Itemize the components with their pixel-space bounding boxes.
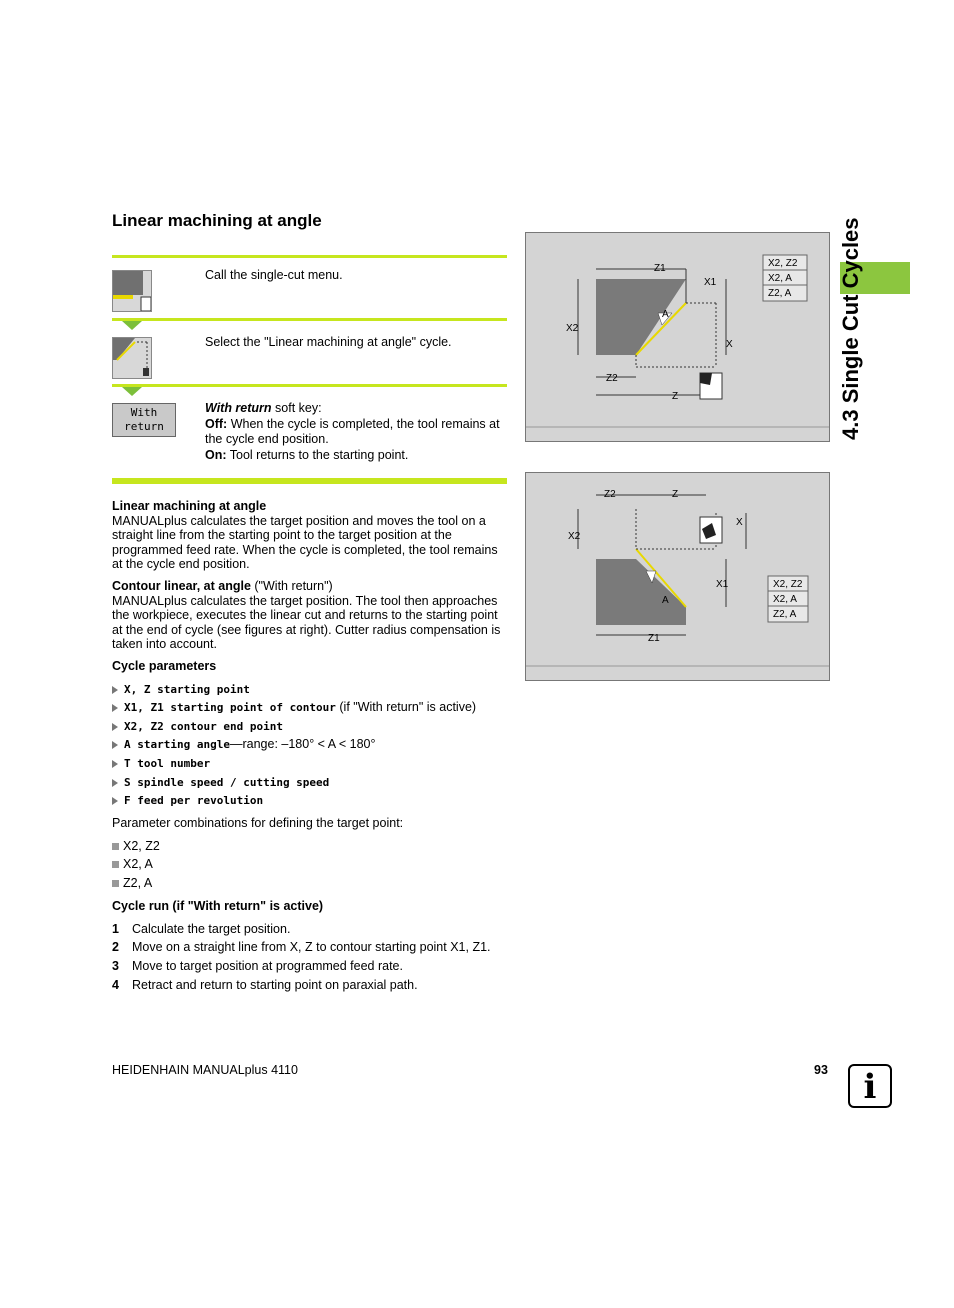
bullet-square-icon [112,861,119,868]
paragraph [112,579,508,652]
with-return-softkey[interactable] [112,403,176,437]
label-a: A [662,309,669,320]
cycle-run-title: Cycle run (if "With return" is active) [112,899,324,913]
on-label: On: [205,447,227,462]
step-text: Move to target position at programmed feed rate. [132,959,403,973]
divider [112,318,507,321]
paragraph-text: MANUALplus calculates the target position and moves the tool on a straight line from the starting point to the target position at the programmed feed rate. When the cycle is completed, the tool remains at the cycle end position. [112,513,498,572]
legend-item: Z2, A [773,609,797,620]
step-number: 3 [112,959,119,973]
step-text: Select the "Linear machining at angle" cycle. [205,335,452,349]
paragraph-title: Contour linear, at angle [112,579,251,593]
param-item [112,719,283,734]
paragraph-title-suffix: ("With return") [250,579,333,593]
step-text: Call the single-cut menu. [205,268,343,282]
step-text: Retract and return to starting point on paraxial path. [132,978,418,992]
bullet-arrow-icon [112,779,118,787]
label-x: X [726,339,733,350]
param-item [112,737,376,752]
step-number: 4 [112,978,119,992]
bullet-arrow-icon [112,686,118,694]
paragraph-title: Linear machining at angle [112,499,267,513]
softkey-title: With return [205,401,272,415]
legend-item: X2, Z2 [768,258,798,269]
page-heading: Linear machining at angle [112,211,322,230]
combo-text: X2, A [123,857,153,871]
param-item [112,756,210,771]
combo-item [112,857,153,872]
param-item [112,793,263,808]
combo-text: X2, Z2 [123,839,160,853]
bullet-square-icon [112,880,119,887]
info-icon: i [848,1064,892,1108]
param-item [112,700,476,715]
softkey-title-suffix: soft key: [271,401,322,415]
combo-item [112,839,160,854]
divider [112,478,507,484]
bullet-arrow-icon [112,741,118,749]
bullet-square-icon [112,843,119,850]
off-text: When the cycle is completed, the tool remains at the cycle end position. [205,416,500,446]
legend-item: X2, A [773,594,797,605]
on-text: Tool returns to the starting point. [226,447,409,462]
param-code: T tool number [124,757,211,770]
label-x2: X2 [568,531,581,542]
label-z2: Z2 [604,489,616,500]
label-a: A [662,595,669,606]
label-z: Z [672,391,679,402]
param-code: F feed per revolution [124,794,264,807]
label-x1: X1 [704,277,717,288]
param-code: X2, Z2 contour end point [124,720,283,733]
step-number: 2 [112,940,119,954]
section-title: 4.3 Single Cut Cycles [838,217,863,440]
label-x2: X2 [566,323,579,334]
divider [112,255,507,258]
label-x1: X1 [716,579,729,590]
legend-item: X2, Z2 [773,579,803,590]
param-item [112,775,329,790]
label-x: X [736,517,743,528]
label-z: Z [672,489,679,500]
param-code: X1, Z1 starting point of contour [124,701,336,714]
param-note: —range: –180° < A < 180° [229,737,376,751]
paragraph [112,499,508,572]
divider [112,384,507,387]
param-item [112,682,250,697]
bullet-arrow-icon [112,797,118,805]
combo-item [112,876,152,891]
combo-intro: Parameter combinations for defining the target point: [112,816,404,830]
off-label: Off: [205,416,228,431]
linear-angle-cycle-icon [112,337,152,379]
figure-with-return [525,472,830,681]
step-arrow-icon [122,387,142,396]
footer-text: HEIDENHAIN MANUALplus 4110 [112,1063,298,1077]
legend-item: X2, A [768,273,792,284]
label-z2: Z2 [606,373,618,384]
param-code: X, Z starting point [124,683,250,696]
step-arrow-icon [122,321,142,330]
step-text: Calculate the target position. [132,922,291,936]
cycle-params-title: Cycle parameters [112,659,217,673]
bullet-arrow-icon [112,723,118,731]
label-z1: Z1 [648,633,660,644]
param-note: (if "With return" is active) [335,700,477,714]
page-number: 93 [814,1063,828,1077]
step-text: Move on a straight line from X, Z to contour starting point X1, Z1. [132,940,491,954]
step-number: 1 [112,922,119,936]
single-cut-menu-icon [112,270,152,312]
param-code: S spindle speed / cutting speed [124,776,330,789]
bullet-arrow-icon [112,704,118,712]
paragraph-text: MANUALplus calculates the target position. The tool then approaches the workpiece, executes the linear cut and returns to the starting point at the end of cycle (see figures at right). Cutter radius compensation is taken into account. [112,593,501,652]
param-code: A starting angle [124,738,230,751]
softkey-label: With [130,406,158,419]
figure-without-return [525,232,830,442]
softkey-description [205,401,508,463]
bullet-arrow-icon [112,760,118,768]
softkey-label: return [124,420,164,433]
combo-text: Z2, A [123,876,153,890]
label-z1: Z1 [654,263,666,274]
legend-item: Z2, A [768,288,792,299]
